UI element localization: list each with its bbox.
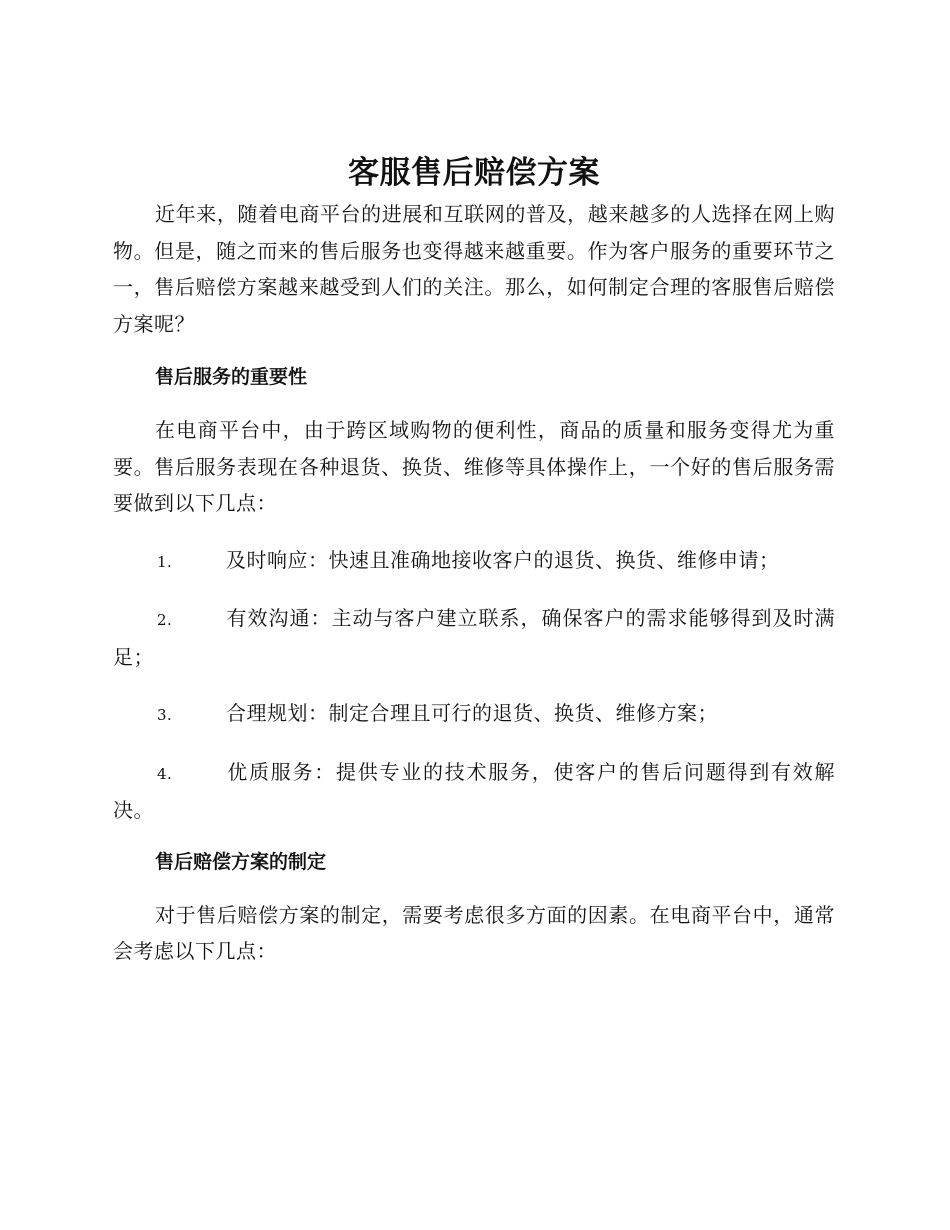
list-item (113, 600, 835, 675)
list-item-text: 有效沟通：主动与客户建立联系，确保客户的需求能够得到及时满足； (113, 606, 835, 669)
document-title: 客服售后赔偿方案 (348, 155, 600, 191)
intro-paragraph: 近年来，随着电商平台的进展和互联网的普及，越来越多的人选择在网上购物。但是，随之而来的售后服务也变得越来越重要。作为客户服务的重要环节之一，售后赔偿方案越来越受到人们的关注。那么，如何制定合理的客服售后赔偿方案呢？ (113, 202, 835, 336)
list-item-number: 3. (157, 706, 173, 724)
list-item-number: 1. (157, 552, 173, 571)
list-item-text: 优质服务：提供专业的技术服务，使客户的售后问题得到有效解决。 (113, 759, 835, 822)
section-heading-importance: 售后服务的重要性 (155, 366, 308, 388)
document-page (113, 150, 835, 970)
requirements-list (113, 542, 835, 829)
list-item (113, 542, 835, 581)
section-heading-compensation: 售后赔偿方案的制定 (155, 850, 327, 873)
list-item (113, 695, 835, 734)
list-item-text: 及时响应：快速且准确地接收客户的退货、换货、维修申请； (226, 547, 780, 572)
list-item-number: 4. (157, 764, 173, 783)
list-item (113, 754, 835, 829)
section2-paragraph: 对于售后赔偿方案的制定，需要考虑很多方面的因素。在电商平台中，通常会考虑以下几点： (113, 902, 835, 963)
list-item-number: 2. (157, 611, 173, 629)
list-item-text: 合理规划：制定合理且可行的退货、换货、维修方案； (226, 701, 718, 725)
section1-paragraph: 在电商平台中，由于跨区域购物的便利性，商品的质量和服务变得尤为重要。售后服务表现在各种退货、换货、维修等具体操作上，一个好的售后服务需要做到以下几点： (113, 418, 835, 515)
